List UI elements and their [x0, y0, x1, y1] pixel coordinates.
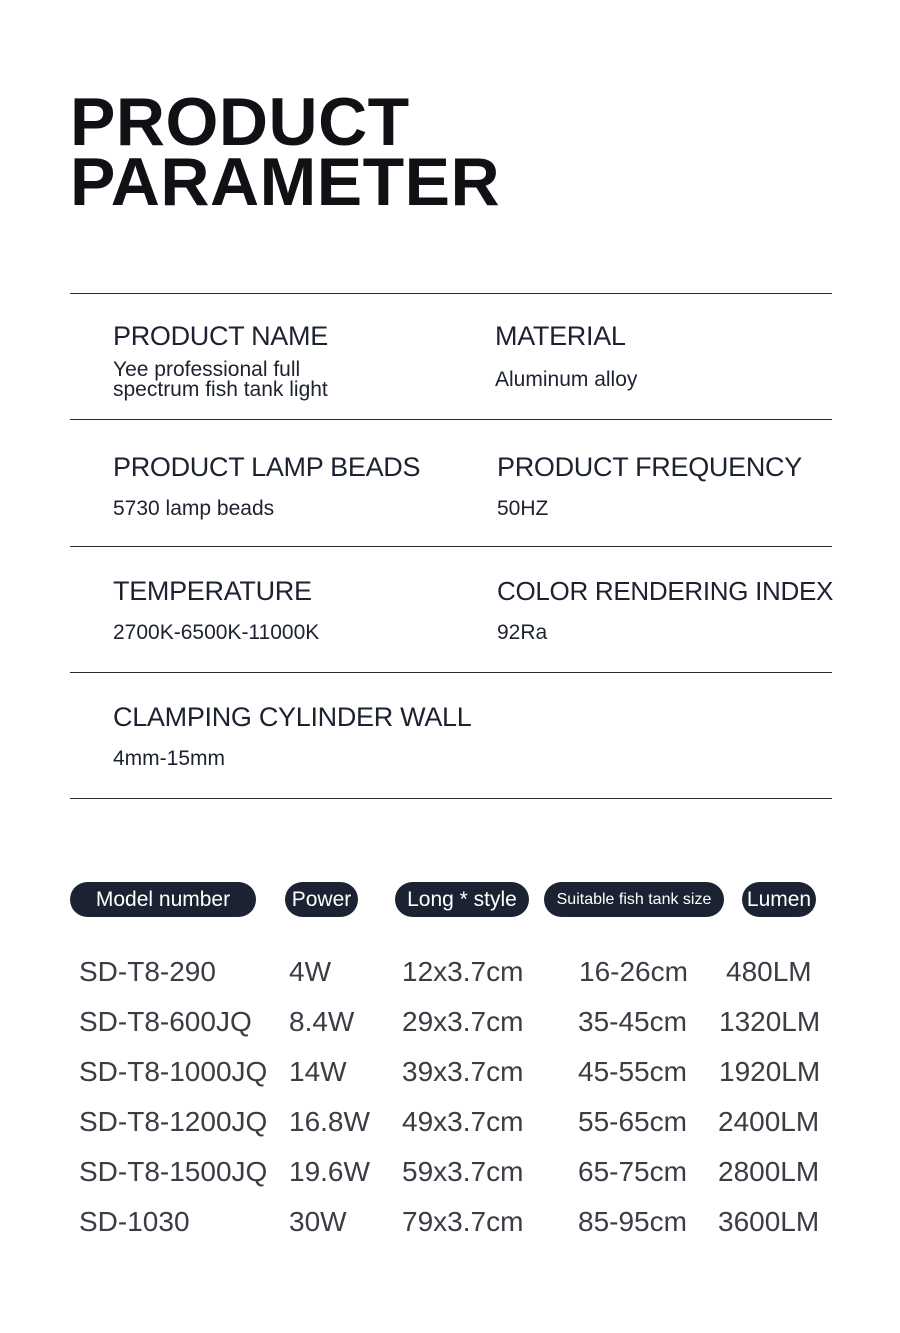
cell-power: 4W: [289, 956, 331, 987]
table-row: [0, 956, 900, 996]
table-row: [0, 1106, 900, 1146]
param-label: PRODUCT NAME: [113, 321, 328, 351]
table-row: [0, 1056, 900, 1096]
header-power: Power: [285, 882, 358, 917]
cell-tank: 35-45cm: [578, 1006, 687, 1037]
cell-size: 12x3.7cm: [402, 956, 524, 987]
cell-power: 14W: [289, 1056, 347, 1087]
param-value: 2700K-6500K-11000K: [113, 621, 320, 644]
divider: [70, 798, 832, 799]
divider: [70, 293, 832, 294]
cell-tank: 65-75cm: [578, 1156, 687, 1187]
cell-lumen: 1920LM: [719, 1056, 821, 1087]
divider: [70, 546, 832, 547]
param-value: [113, 360, 328, 400]
divider: [70, 419, 832, 420]
cell-model: SD-T8-290: [79, 956, 216, 987]
cell-lumen: 3600LM: [718, 1206, 820, 1237]
param-label: PRODUCT LAMP BEADS: [113, 452, 421, 482]
param-label: PRODUCT FREQUENCY: [497, 452, 802, 482]
page-title: [70, 84, 501, 220]
cell-size: 79x3.7cm: [402, 1206, 524, 1237]
header-lumen: Lumen: [742, 882, 816, 917]
param-value: Aluminum alloy: [495, 368, 638, 391]
title-line-1: PRODUCT: [70, 84, 410, 160]
cell-tank: 45-55cm: [578, 1056, 687, 1087]
cell-size: 29x3.7cm: [402, 1006, 524, 1037]
header-long-style: Long * style: [395, 882, 529, 917]
param-value: 50HZ: [497, 497, 549, 520]
cell-lumen: 2400LM: [718, 1106, 820, 1137]
cell-size: 49x3.7cm: [402, 1106, 524, 1137]
table-row: [0, 1156, 900, 1196]
cell-model: SD-T8-1500JQ: [79, 1156, 268, 1187]
cell-model: SD-T8-1200JQ: [79, 1106, 268, 1137]
table-row: [0, 1206, 900, 1246]
cell-power: 30W: [289, 1206, 347, 1237]
divider: [70, 672, 832, 673]
param-value-line: spectrum fish tank light: [113, 378, 328, 401]
param-label: MATERIAL: [495, 321, 626, 351]
cell-size: 59x3.7cm: [402, 1156, 524, 1187]
cell-tank: 85-95cm: [578, 1206, 687, 1237]
param-temperature: [113, 576, 319, 643]
param-clamping: [113, 702, 471, 769]
cell-power: 8.4W: [289, 1006, 355, 1037]
param-label: CLAMPING CYLINDER WALL: [113, 702, 472, 732]
cell-lumen: 2800LM: [718, 1156, 820, 1187]
param-material: [495, 321, 637, 390]
param-label: COLOR RENDERING INDEX: [497, 576, 834, 606]
param-product-name: [113, 321, 328, 400]
cell-power: 19.6W: [289, 1156, 370, 1187]
cell-lumen: 1320LM: [719, 1006, 821, 1037]
table-row: [0, 1006, 900, 1046]
param-frequency: [497, 452, 802, 519]
cell-model: SD-1030: [79, 1206, 190, 1237]
header-tank-size: Suitable fish tank size: [544, 882, 724, 917]
param-label: TEMPERATURE: [113, 576, 312, 606]
param-value: 4mm-15mm: [113, 747, 226, 770]
cell-lumen: 480LM: [726, 956, 812, 987]
cell-tank: 16-26cm: [579, 956, 688, 987]
cell-size: 39x3.7cm: [402, 1056, 524, 1087]
param-value-line: Yee professional full: [113, 358, 301, 381]
cell-model: SD-T8-1000JQ: [79, 1056, 268, 1087]
title-line-2: PARAMETER: [70, 144, 501, 220]
cell-power: 16.8W: [289, 1106, 370, 1137]
param-lamp-beads: [113, 452, 420, 519]
param-value: 92Ra: [497, 621, 548, 644]
cell-tank: 55-65cm: [578, 1106, 687, 1137]
cell-model: SD-T8-600JQ: [79, 1006, 252, 1037]
param-value: 5730 lamp beads: [113, 497, 275, 520]
param-color-rendering: [497, 576, 833, 643]
header-model-number: Model number: [70, 882, 256, 917]
